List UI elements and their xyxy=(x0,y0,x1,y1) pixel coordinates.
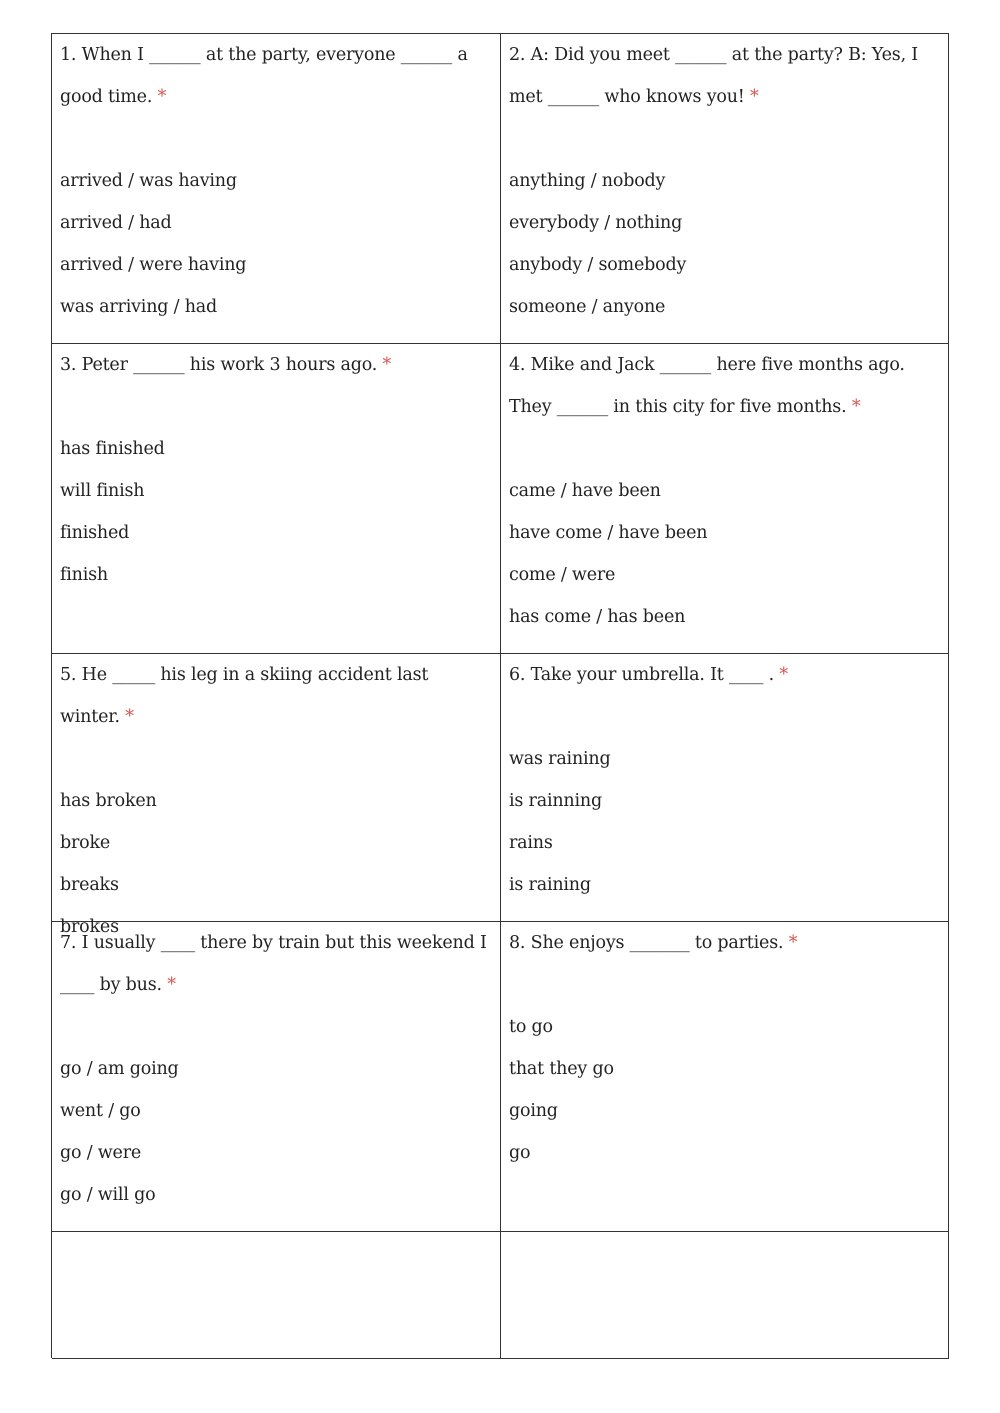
option[interactable]: going xyxy=(509,1101,558,1121)
option[interactable]: go / were xyxy=(60,1143,142,1163)
option[interactable]: finished xyxy=(60,523,130,543)
question-2-text: 2. A: Did you meet ______ at the party? B: Yes, I met ______ who knows you! * xyxy=(509,45,919,107)
required-marker: * xyxy=(851,397,861,417)
option[interactable]: came / have been xyxy=(509,481,661,501)
option[interactable]: arrived / was having xyxy=(60,171,237,191)
question-8-text: 8. She enjoys _______ to parties. * xyxy=(509,933,798,953)
option[interactable]: was arriving / had xyxy=(60,297,218,317)
option[interactable]: go / am going xyxy=(60,1059,179,1079)
quiz-row-empty xyxy=(52,1232,949,1359)
option[interactable]: everybody / nothing xyxy=(509,213,683,233)
option[interactable]: brokes xyxy=(60,917,119,937)
quiz-row xyxy=(52,922,949,1232)
question-4-text: 4. Mike and Jack ______ here five months ago. They ______ in this city for five months. * xyxy=(509,355,905,417)
question-1-text: 1. When I ______ at the party, everyone ______ a good time. * xyxy=(60,45,468,107)
required-marker: * xyxy=(157,87,167,107)
question-5-text: 5. He _____ his leg in a skiing accident last winter. * xyxy=(60,665,429,727)
option[interactable]: has finished xyxy=(60,439,165,459)
question-7-options xyxy=(60,1048,492,1216)
option[interactable]: will finish xyxy=(60,481,145,501)
required-marker: * xyxy=(382,355,392,375)
question-cell-6 xyxy=(501,654,949,922)
quiz-row xyxy=(52,654,949,937)
option[interactable]: was raining xyxy=(509,749,611,769)
question-cell-5 xyxy=(52,654,501,937)
quiz-row xyxy=(52,344,949,654)
required-marker: * xyxy=(167,975,176,995)
question-6-options xyxy=(509,738,940,906)
empty-cell xyxy=(52,1232,501,1359)
question-cell-2 xyxy=(501,34,949,344)
option[interactable]: that they go xyxy=(509,1059,614,1079)
option[interactable]: arrived / had xyxy=(60,213,172,233)
option[interactable]: finish xyxy=(60,565,108,585)
required-marker: * xyxy=(779,665,788,685)
question-3-options xyxy=(60,428,492,596)
option[interactable]: go xyxy=(509,1143,531,1163)
option[interactable]: breaks xyxy=(60,875,119,895)
required-marker: * xyxy=(125,707,134,727)
option[interactable]: anything / nobody xyxy=(509,171,666,191)
required-marker: * xyxy=(750,87,759,107)
option[interactable]: have come / have been xyxy=(509,523,708,543)
question-7-text: 7. I usually ____ there by train but this weekend I ____ by bus. * xyxy=(60,933,487,995)
option[interactable]: is raining xyxy=(509,875,591,895)
empty-cell xyxy=(501,1232,949,1359)
quiz-grid xyxy=(51,33,949,1358)
option[interactable]: is rainning xyxy=(509,791,602,811)
option[interactable]: go / will go xyxy=(60,1185,156,1205)
question-4-options xyxy=(509,470,940,638)
question-8-options xyxy=(509,1006,940,1174)
option[interactable]: someone / anyone xyxy=(509,297,666,317)
option[interactable]: to go xyxy=(509,1017,553,1037)
option[interactable]: has broken xyxy=(60,791,157,811)
question-cell-8 xyxy=(501,922,949,1232)
question-1-options xyxy=(60,160,492,328)
question-6-text: 6. Take your umbrella. It ____ . * xyxy=(509,665,788,685)
option[interactable]: rains xyxy=(509,833,553,853)
question-3-text: 3. Peter ______ his work 3 hours ago. * xyxy=(60,355,392,375)
option[interactable]: anybody / somebody xyxy=(509,255,687,275)
question-2-options xyxy=(509,160,940,328)
required-marker: * xyxy=(788,933,798,953)
question-cell-4 xyxy=(501,344,949,654)
option[interactable]: come / were xyxy=(509,565,616,585)
option[interactable]: has come / has been xyxy=(509,607,686,627)
question-cell-3 xyxy=(52,344,501,654)
option[interactable]: went / go xyxy=(60,1101,141,1121)
question-cell-1 xyxy=(52,34,501,344)
question-cell-7 xyxy=(52,922,501,1232)
quiz-row xyxy=(52,34,949,344)
option[interactable]: arrived / were having xyxy=(60,255,247,275)
option[interactable]: broke xyxy=(60,833,111,853)
